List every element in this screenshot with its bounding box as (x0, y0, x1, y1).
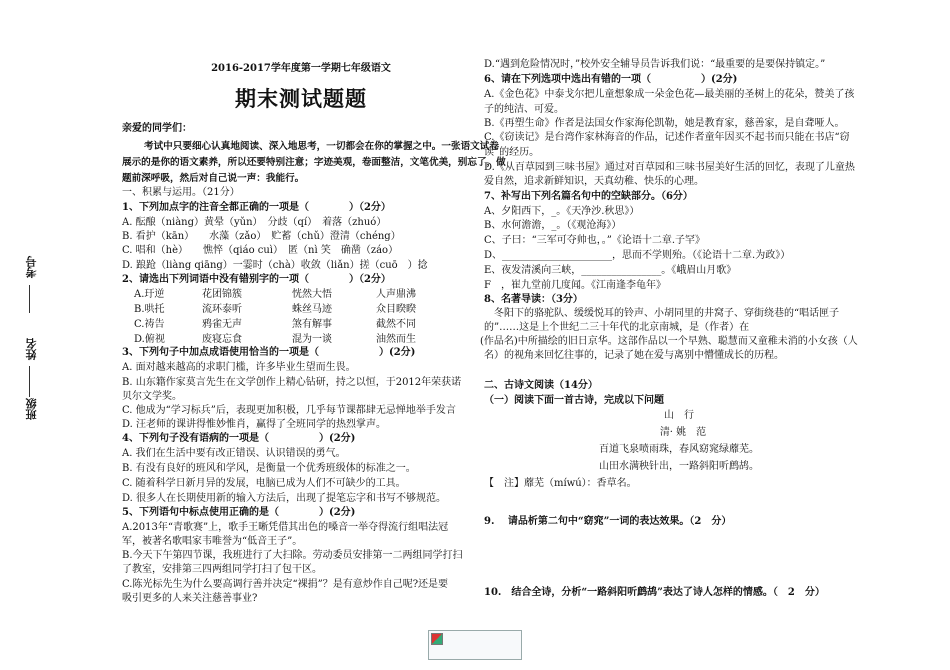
poem-line: 百道飞泉喷雨珠，春风窈窕绿蘼芜。 (599, 444, 759, 455)
question-7-stem: 7、补写出下列名篇名句中的空缺部分。（6分） (484, 191, 693, 202)
question-6-option: D.《从百草园到三味书屋》通过对百草园和三味书屋美好生活的回忆，表现了儿童热 (484, 162, 855, 173)
question-7-line: D、______________________，思而不学则殆。（《论语十二章.为政》） (484, 250, 791, 261)
question-5-option: C.陈光标先生为什么要高调行善并决定“裸捐”？是有意炒作自己呢?还是要 (122, 579, 449, 590)
question-6-option: 子的纯洁、可爱。 (484, 104, 564, 115)
poem-line: 山田水满秧针出，一路斜阳听鹧鸪。 (599, 461, 759, 472)
question-5-option: 了教室，安排第三四两组同学打扫了包干区。 (122, 564, 322, 575)
question-1-stem: 1、下列加点字的注音全都正确的一项是（ ）（2分） (122, 202, 391, 213)
question-8-line: 冬阳下的骆驼队、缓缓悦耳的铃声、小胡同里的井窝子、穿街绕巷的“唱话匣子 (484, 308, 840, 319)
word-cell: 截然不同 (376, 319, 416, 330)
question-8-line: 名）的视角来回忆往事的，记录了她在爱与离别中懵懂成长的历程。 (484, 350, 784, 361)
question-3-option: B. 山东籍作家莫言先生在文学创作上精心钻研，持之以恒，于2012年荣获诺 (122, 377, 462, 388)
question-3-option: 贝尔文学奖。 (122, 391, 182, 402)
exam-number-line (29, 285, 30, 313)
word-cell: D.俯视 (134, 334, 165, 345)
page-title: 期末测试题题 (235, 86, 367, 111)
binding-margin (12, 0, 52, 670)
question-5-option: 吸引更多的人来关注慈善事业? (122, 593, 258, 604)
question-4-option: C. 随着科学日新月异的发展，电脑已成为人们不可缺少的工具。 (122, 478, 406, 489)
poem-note: 【 注】蘼芜（míwú）：香草名。 (484, 478, 637, 489)
name-label: 姓名 (25, 338, 38, 360)
question-9: 9. 请品析第二句中“窈窕”一词的表达效果。（2 分） (484, 516, 732, 527)
question-6-option: B.《再塑生命》作者是法国女作家海伦凯勒，她是教育家，慈善家，是自聋哑人。 (484, 118, 845, 129)
intro-line: 题前深呼吸，然后对自己说一声：我能行。 (122, 173, 305, 184)
question-8-line: (作品名)中所描绘的旧日京华。这部作品以一个早熟、聪慧而又童稚未消的小女孩（人 (480, 336, 858, 347)
class-label: 班级 (25, 398, 38, 420)
question-1-option: D. 踉跄（liàng qiāng）一霎时（chà）收敛（liǎn）搓（cuō ）捻 (122, 260, 428, 271)
year-heading: 2016-2017学年度第一学期七年级语文 (211, 63, 391, 74)
intro-line: 展示的是你的语文素养，所以还要特别注意；字迹美观，卷面整洁，文笔优美，别忘了，做 (122, 157, 506, 168)
question-5-stem: 5、下列语句中标点使用正确的是（ ）(2分) (122, 507, 356, 518)
question-7-line: E、夜发清溪向三峡，________________。《峨眉山月歌》 (484, 265, 737, 276)
section-heading: 一、积累与运用。（21分） (122, 187, 240, 198)
word-cell: C.祷告 (134, 319, 165, 330)
poem-author: 清· 姚 范 (659, 427, 707, 438)
question-3-option: D. 汪老师的课讲得惟妙惟肖，赢得了全班同学的热烈掌声。 (122, 419, 387, 430)
word-cell: 煞有解事 (292, 319, 332, 330)
word-cell: 油然而生 (376, 334, 416, 345)
word-cell: 恍然大悟 (292, 289, 332, 300)
broken-image-placeholder (428, 630, 522, 660)
question-5-option: A.2013年“青歌赛”上，歌手王晰凭借其出色的嗓音一举夺得流行组唱法冠 (122, 522, 449, 533)
poem-title: 山 行 (664, 410, 694, 421)
question-1-option: B. 看护（kān） 水藻（zǎo） 贮蓄（chǔ）澄清（chéng） (122, 231, 401, 242)
word-cell: B.哄托 (134, 304, 165, 315)
question-5-option: 军，被著名歌唱家韦唯誉为“低音王子”。 (122, 536, 303, 547)
question-4-option: D. 很多人在长期使用新的输入方法后，出现了提笔忘字和书写不够规范。 (122, 493, 447, 504)
question-8-line: 的”……这是上个世纪二三十年代的北京南城，是（作者）在 (484, 322, 750, 333)
question-6-option: A.《金色花》中泰戈尔把儿童想象成一朵金色花—最美丽的圣树上的花朵，赞美了孩 (484, 89, 855, 100)
section-heading: 二、古诗文阅读（14分） (484, 380, 598, 391)
question-3-stem: 3、下列句子中加点成语使用恰当的一项是（ ）(2分) (122, 347, 416, 358)
subsection-heading: （一）阅读下面一首古诗，完成以下问题 (484, 395, 664, 406)
greeting: 亲爱的同学们： (122, 123, 192, 134)
question-7-line: B、水何澹澹，_。（《观沧海》） (484, 220, 622, 231)
question-8-stem: 8、名著导读：（3分） (484, 294, 583, 305)
question-2-stem: 2、请选出下列词语中没有错别字的一项（ ）（2分） (122, 274, 391, 285)
question-6-option: 爱自然，追求新鲜知识，天真幼稚、快乐的心理。 (484, 176, 704, 187)
broken-image-icon (431, 633, 443, 645)
question-7-line: F ，崔九堂前几度闻。《江南逢李龟年》 (484, 280, 666, 291)
question-1-option: A. 酝酿（niàng）黄晕（yǔn） 分歧（qí） 着落（zhuó） (122, 217, 387, 228)
word-cell: 鸦雀无声 (202, 319, 242, 330)
question-4-stem: 4、下列句子没有语病的一项是（ ）(2分) (122, 433, 356, 444)
question-3-option: C. 他成为“学习标兵”后，表现更加积极，几乎每节课都肆无忌惮地举手发言 (122, 405, 456, 416)
question-6-option: 读”的经历。 (484, 147, 540, 158)
word-cell: 众目睽睽 (376, 304, 416, 315)
question-4-option: A. 我们在生活中要有改正错误、认识错误的勇气。 (122, 448, 346, 459)
question-6-option: C.《窃读记》是台湾作家林海音的作品，记述作者童年因买不起书而只能在书店“窃 (484, 132, 850, 143)
word-cell: 人声鼎沸 (376, 289, 416, 300)
question-7-line: A、夕阳西下，_。《天净沙.秋思》） (484, 206, 640, 217)
word-cell: 蛛丝马迹 (292, 304, 332, 315)
question-3-option: A. 面对越来越高的求职门槛，许多毕业生望而生畏。 (122, 362, 356, 373)
question-1-option: C. 唱和（hè） 憔悴（qiáo cuì） 匿（nì 笑 确凿（záo） (122, 245, 399, 256)
question-4-option: B. 有没有良好的班风和学风，是衡量一个优秀班级体的标准之一。 (122, 463, 416, 474)
exam-number-label: 考号 (25, 256, 38, 278)
word-cell: 废寝忘食 (202, 334, 242, 345)
intro-line: 考试中只要细心认真地阅读、深入地思考，一切都会在你的掌握之中。一张语文试卷 (144, 141, 499, 152)
word-cell: 流环泰听 (202, 304, 242, 315)
question-6-stem: 6、请在下列选项中选出有错的一项（ ）(2分) (484, 74, 738, 85)
word-cell: 花团锦簇 (202, 289, 242, 300)
question-10: 10. 结合全诗，分析“一路斜阳听鹧鸪”表达了诗人怎样的情感。（ 2 分） (484, 587, 825, 598)
question-7-line: C、子曰：“三军可夺帅也，。”《论语十二章.子罕》 (484, 235, 706, 246)
class-line (29, 373, 30, 397)
question-5-option: B.今天下午第四节课，我班进行了大扫除。劳动委员安排第一二两组同学打扫 (122, 550, 463, 561)
word-cell: A.玗逆 (134, 289, 165, 300)
word-cell: 混为一谈 (292, 334, 332, 345)
question-5-option-d: D.“遇到危险情况时，”校外安全辅导员告诉我们说：“最重要的是要保持镇定。” (484, 59, 826, 70)
